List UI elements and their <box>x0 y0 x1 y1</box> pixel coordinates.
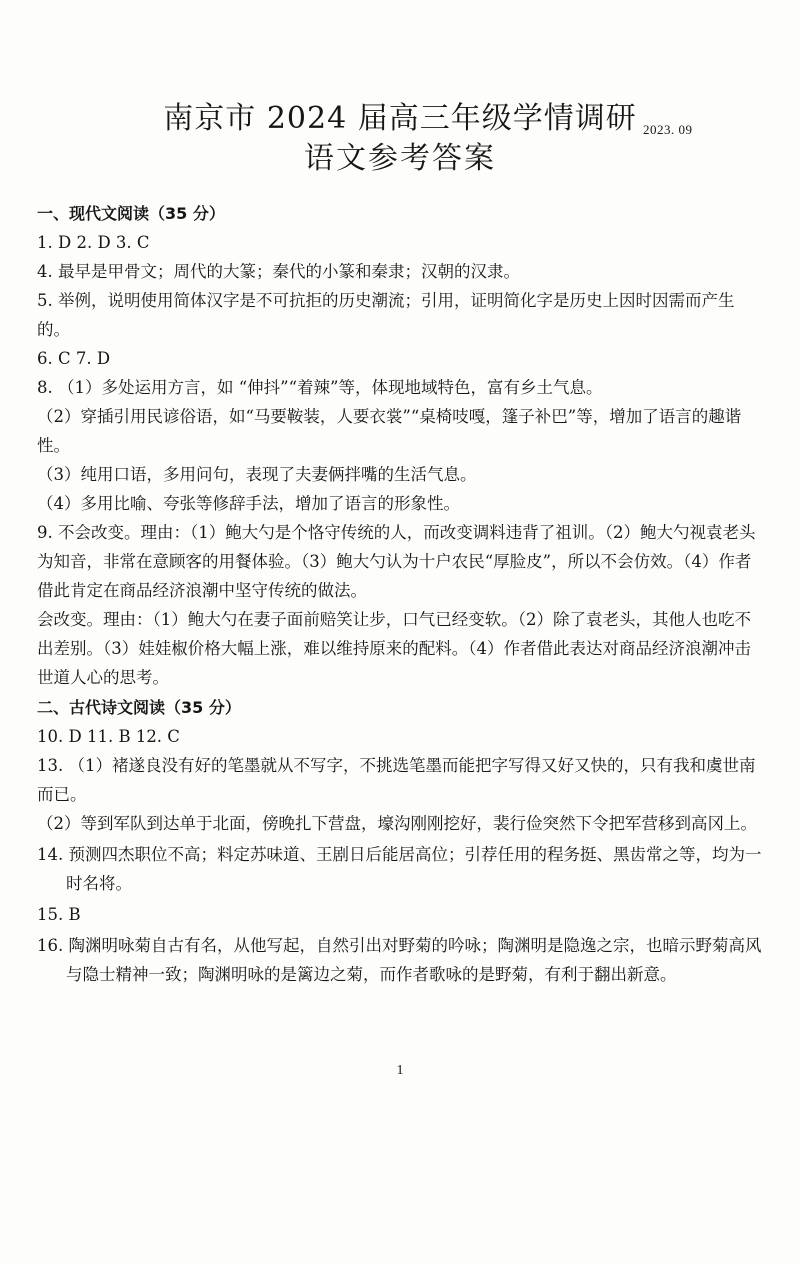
document-date: 2023. 09 <box>643 122 693 137</box>
section-heading-modern-reading: 一、现代文阅读（35 分） <box>37 204 225 223</box>
answer-line: （2）穿插引用民谚俗语，如“马要鞍装，人要衣裳”“桌椅吱嘎，篷子补巴”等，增加了语言的趣谐性。 <box>37 407 742 455</box>
answer-line: 13. （1）褚遂良没有好的笔墨就从不写字，不挑选笔墨而能把字写得又好又快的，只有我和虞世南而已。 <box>37 756 756 804</box>
answer-line: 会改变。理由：（1）鲍大勺在妻子面前赔笑让步，口气已经变软。（2）除了袁老头，其他人也吃不出差别。（3）娃娃椒价格大幅上涨，难以维持原来的配料。（4）作者借此表达对商品经济浪潮冲击世道人心的思考。 <box>37 610 751 687</box>
answer-content <box>37 198 767 989</box>
answer-line: 6. C 7. D <box>37 349 111 368</box>
answer-line: （3）纯用口语，多用问句，表现了夫妻俩拌嘴的生活气息。 <box>37 465 477 484</box>
answer-line: 9. 不会改变。理由：（1）鲍大勺是个恪守传统的人，而改变调料违背了祖训。（2）鲍大勺视袁老头为知音，非常在意顾客的用餐体验。（3）鲍大勺认为十户农民“厚脸皮”，所以不会仿效。（4）作者借此肯定在商品经济浪潮中坚守传统的做法。 <box>37 523 756 600</box>
answer-line: 8. （1）多处运用方言，如 “伸抖”“着辣”等，体现地域特色，富有乡土气息。 <box>37 378 603 397</box>
page-number: 1 <box>396 1063 404 1078</box>
answer-line: 16. 陶渊明咏菊自古有名，从他写起，自然引出对野菊的吟咏；陶渊明是隐逸之宗，也暗示野菊高风与隐士精神一致；陶渊明咏的是篱边之菊，而作者歌咏的是野菊，有利于翻出新意。 <box>37 936 762 984</box>
page-title: 南京市 2024 届高三年级学情调研 <box>163 101 637 136</box>
section-heading-classical-reading: 二、古代诗文阅读（35 分） <box>37 698 241 717</box>
title-block <box>0 100 800 178</box>
answer-line: 15. B <box>37 905 81 924</box>
answer-line: 5. 举例，说明使用简体汉字是不可抗拒的历史潮流；引用，证明简化字是历史上因时因需而产生的。 <box>37 291 735 339</box>
answer-line: （2）等到军队到达单于北面，傍晚扎下营盘，壕沟刚刚挖好，裴行俭突然下令把军营移到高冈上。 <box>37 814 757 833</box>
answer-line: 1. D 2. D 3. C <box>37 233 150 252</box>
page-subtitle: 语文参考答案 <box>304 141 496 176</box>
answer-line: 14. 预测四杰职位不高；料定苏味道、王剧日后能居高位；引荐任用的程务挺、黑齿常之等，均为一时名将。 <box>37 845 762 893</box>
answer-line: （4）多用比喻、夸张等修辞手法，增加了语言的形象性。 <box>37 494 460 513</box>
answer-line: 10. D 11. B 12. C <box>37 727 180 746</box>
answer-line: 4. 最早是甲骨文；周代的大篆；秦代的小篆和秦隶；汉朝的汉隶。 <box>37 262 520 281</box>
